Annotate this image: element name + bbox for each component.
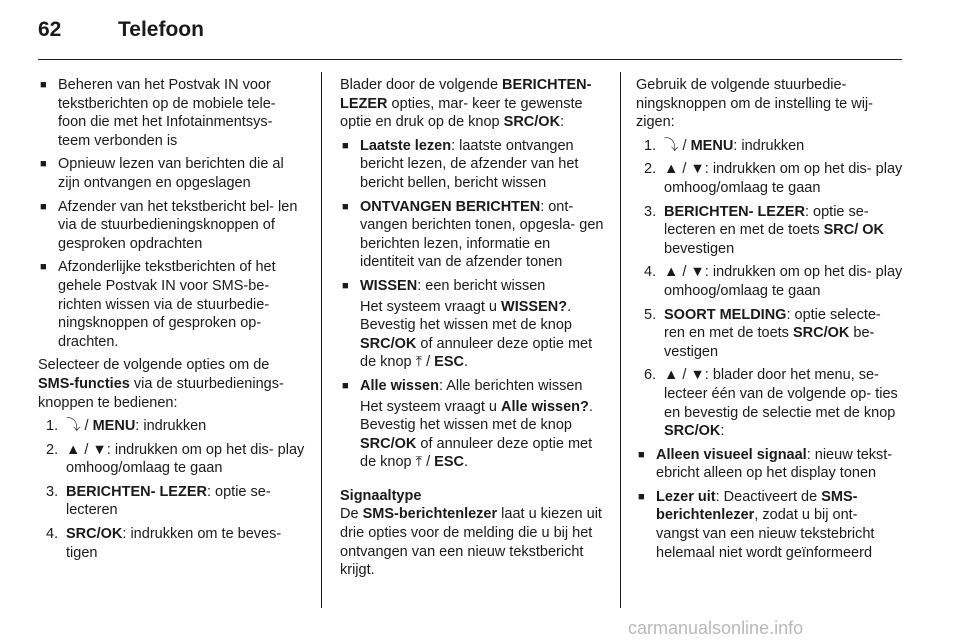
step-item: 4. ▲ / ▼: indrukken om op het dis- play omhoog/omlaag te gaan <box>644 264 903 299</box>
intro-paragraph: Selecteer de volgende opties om de SMS-functies via de stuurbedienings- knoppen te bedienen: <box>38 357 284 411</box>
step-item: 4. SRC/OK: indrukken om te beves- tigen <box>46 526 282 561</box>
option-detail: Het systeem vraagt u Alle wissen?. Bevestig het wissen met de knop SRC/OK of annuleer deze optie met de knop ⤒ / ESC. <box>360 398 593 471</box>
option-item: ■ Alleen visueel signaal: nieuw tekst- ebricht alleen op het display tonen <box>636 446 904 483</box>
phone-icon: ⤵ <box>66 418 81 435</box>
header-rule <box>38 59 902 60</box>
step-item: 2. ▲ / ▼: indrukken om op het dis- play omhoog/omlaag te gaan <box>644 161 903 196</box>
back-icon: ⤒ <box>415 354 423 371</box>
option-item: ■ Lezer uit: Deactiveert de SMS- berichtenlezer, zodat u bij ont- vangst van een nieuw tekstebricht helemaal niet wordt geïnformeerd <box>636 488 904 562</box>
option-item: ■ Laatste lezen: laatste ontvangen bericht lezen, de afzender van het bericht bellen, bericht wissen <box>340 137 608 193</box>
step-item: 5. SOORT MELDING: optie selecte- ren en met de toets SRC/OK be- vestigen <box>644 306 881 360</box>
column-2 <box>340 76 608 580</box>
phone-icon: ⤵ <box>664 137 679 154</box>
page-number: 62 <box>38 18 62 41</box>
column-divider-2 <box>620 72 621 608</box>
page-header <box>38 18 918 46</box>
bullet-item: ■ Afzender van het tekstbericht bel- len via de stuurbedieningsknoppen of gesproken opdrachten <box>38 198 306 254</box>
bullet-item: ■ Opnieuw lezen van berichten die al zijn ontvangen en opgeslagen <box>38 155 306 192</box>
column-divider-1 <box>321 72 322 608</box>
option-item: ■ ONTVANGEN BERICHTEN: ont- vangen berichten tonen, opgesla- gen berichten lezen, informatie en identiteit van de afzender tonen <box>340 198 608 272</box>
column-1 <box>38 76 306 567</box>
option-detail: Het systeem vraagt u WISSEN?. Bevestig het wissen met de knop SRC/OK of annuleer deze optie met de knop ⤒ / ESC. <box>360 298 593 371</box>
page-title: Telefoon <box>118 18 204 41</box>
intro-paragraph: Gebruik de volgende stuurbedie- ningsknoppen om de instelling te wij- zigen: <box>636 77 873 131</box>
step-item: 3. BERICHTEN- LEZER: optie se- lecteren en met de toets SRC/ OK bevestigen <box>644 203 885 257</box>
step-item: 2. ▲ / ▼: indrukken om op het dis- play omhoog/omlaag te gaan <box>46 441 305 477</box>
bullet-item: ■ Afzonderlijke tekstberichten of het gehele Postvak IN voor SMS-be- richten wissen via de stuurbedie- ningsknoppen of gesproken op- drachten. <box>38 258 306 351</box>
bullet-item: ■ Beheren van het Postvak IN voor tekstberichten op de mobiele tele- foon die met het Infotainmentsys- teem verbonden is <box>38 76 306 150</box>
section-heading: Signaaltype <box>340 487 422 504</box>
back-icon: ⤒ <box>415 454 423 471</box>
option-item: ■ WISSEN: een bericht wissen <box>340 277 608 296</box>
option-item: ■ Alle wissen: Alle berichten wissen <box>340 377 608 396</box>
step-item: 3. BERICHTEN- LEZER: optie se- lecteren <box>46 483 271 519</box>
intro-paragraph: Blader door de volgende BERICHTEN- LEZER opties, mar- keer te gewenste optie en druk op de knop SRC/OK: <box>340 77 592 131</box>
step-item: 1. ⤵ / MENU: indrukken <box>46 418 207 435</box>
column-3 <box>636 76 904 567</box>
watermark: carmanualsonline.info <box>628 618 804 638</box>
section-paragraph: De SMS-berichtenlezer laat u kiezen uit drie opties voor de melding die u bij het ontvangen van een nieuw tekstbericht krijgt. <box>340 506 602 579</box>
step-item: 1. ⤵ / MENU: indrukken <box>644 137 805 154</box>
step-item: 6. ▲ / ▼: blader door het menu, se- lecteer één van de volgende op- ties en bevestig de selectie met de knop SRC/OK: <box>644 367 898 440</box>
